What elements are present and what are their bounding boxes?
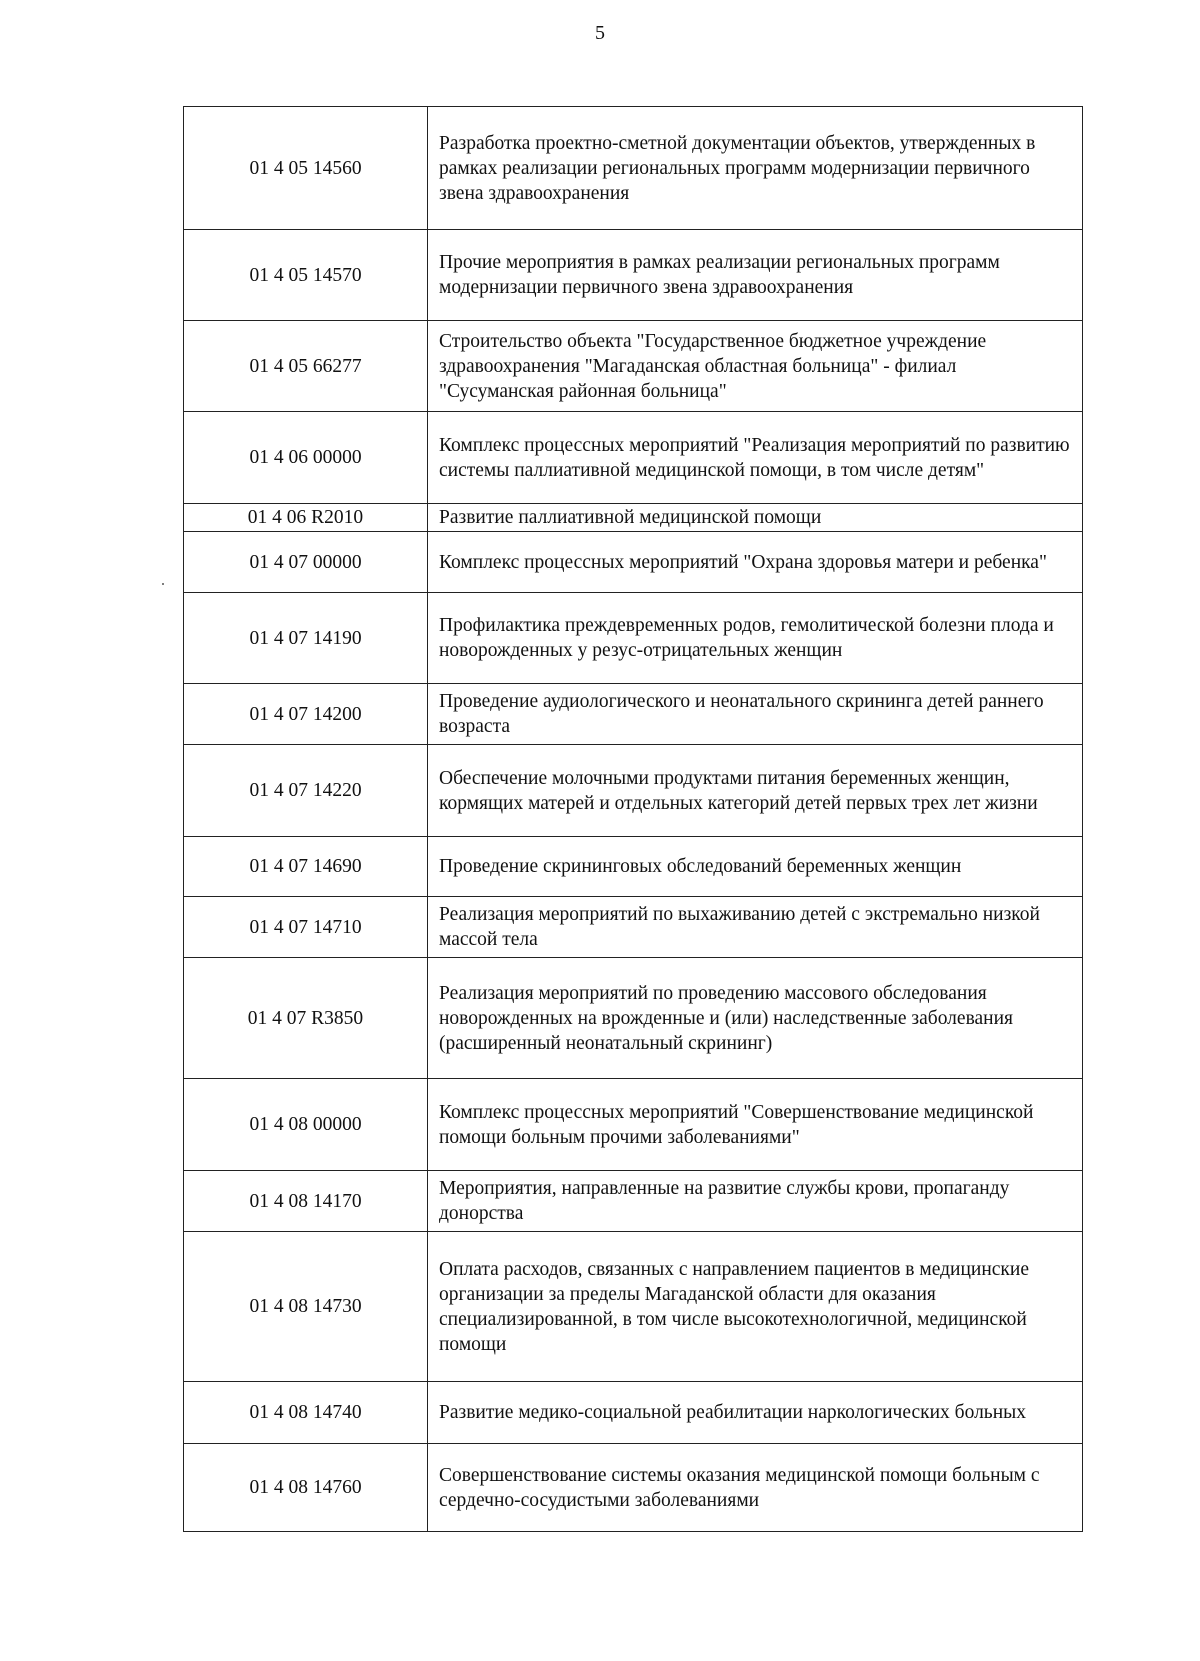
table-row <box>184 107 1083 230</box>
table-row <box>184 1444 1083 1532</box>
table-row <box>184 897 1083 958</box>
table-row <box>184 593 1083 684</box>
row-name: Проведение аудиологического и неонатального скрининга детей раннего возраста <box>428 684 1083 745</box>
table-row <box>184 412 1083 504</box>
row-name: Мероприятия, направленные на развитие службы крови, пропаганду донорства <box>428 1171 1083 1232</box>
table-row <box>184 321 1083 412</box>
table-row <box>184 532 1083 593</box>
table-row <box>184 1079 1083 1171</box>
table-row <box>184 837 1083 897</box>
row-code: 01 4 08 14170 <box>184 1171 428 1232</box>
row-code: 01 4 05 14570 <box>184 230 428 321</box>
table-row <box>184 958 1083 1079</box>
row-code: 01 4 05 14560 <box>184 107 428 230</box>
table-row <box>184 504 1083 532</box>
row-code: 01 4 08 00000 <box>184 1079 428 1171</box>
budget-classification-table <box>183 106 1083 1532</box>
row-code: 01 4 06 R2010 <box>184 504 428 532</box>
table-row <box>184 230 1083 321</box>
table-row <box>184 684 1083 745</box>
row-name: Проведение скрининговых обследований беременных женщин <box>428 837 1083 897</box>
page-number: 5 <box>595 22 605 44</box>
row-name: Оплата расходов, связанных с направлением пациентов в медицинские организации за пределы Магаданской области для оказания специализированной, в том числе высокотехнологичной, медицинской помощи <box>428 1232 1083 1382</box>
row-code: 01 4 07 14690 <box>184 837 428 897</box>
row-code: 01 4 07 R3850 <box>184 958 428 1079</box>
row-code: 01 4 08 14760 <box>184 1444 428 1532</box>
row-name: Реализация мероприятий по выхаживанию детей с экстремально низкой массой тела <box>428 897 1083 958</box>
table-row <box>184 1171 1083 1232</box>
row-name: Строительство объекта "Государственное бюджетное учреждение здравоохранения "Магаданская областная больница" - филиал "Сусуманская районная больница" <box>428 321 1083 412</box>
table-row <box>184 745 1083 837</box>
row-name: Комплекс процессных мероприятий "Совершенствование медицинской помощи больным прочими заболеваниями" <box>428 1079 1083 1171</box>
row-name: Комплекс процессных мероприятий "Охрана здоровья матери и ребенка" <box>428 532 1083 593</box>
row-code: 01 4 07 14710 <box>184 897 428 958</box>
row-name: Совершенствование системы оказания медицинской помощи больным с сердечно-сосудистыми заболеваниями <box>428 1444 1083 1532</box>
row-name: Обеспечение молочными продуктами питания беременных женщин, кормящих матерей и отдельных категорий детей первых трех лет жизни <box>428 745 1083 837</box>
row-name: Профилактика преждевременных родов, гемолитической болезни плода и новорожденных у резус-отрицательных женщин <box>428 593 1083 684</box>
table-row <box>184 1382 1083 1444</box>
row-code: 01 4 07 14190 <box>184 593 428 684</box>
row-name: Развитие паллиативной медицинской помощи <box>428 504 1083 532</box>
row-code: 01 4 08 14730 <box>184 1232 428 1382</box>
row-name: Прочие мероприятия в рамках реализации региональных программ модернизации первичного звена здравоохранения <box>428 230 1083 321</box>
row-code: 01 4 05 66277 <box>184 321 428 412</box>
row-code: 01 4 07 14200 <box>184 684 428 745</box>
table-row <box>184 1232 1083 1382</box>
row-name: Комплекс процессных мероприятий "Реализация мероприятий по развитию системы паллиативной медицинской помощи, в том числе детям" <box>428 412 1083 504</box>
row-code: 01 4 07 14220 <box>184 745 428 837</box>
scan-speck <box>162 583 164 585</box>
row-name: Разработка проектно-сметной документации объектов, утвержденных в рамках реализации региональных программ модернизации первичного звена здравоохранения <box>428 107 1083 230</box>
row-name: Развитие медико-социальной реабилитации наркологических больных <box>428 1382 1083 1444</box>
row-code: 01 4 08 14740 <box>184 1382 428 1444</box>
row-name: Реализация мероприятий по проведению массового обследования новорожденных на врожденные и (или) наследственные заболевания (расширенный неонатальный скрининг) <box>428 958 1083 1079</box>
row-code: 01 4 06 00000 <box>184 412 428 504</box>
row-code: 01 4 07 00000 <box>184 532 428 593</box>
